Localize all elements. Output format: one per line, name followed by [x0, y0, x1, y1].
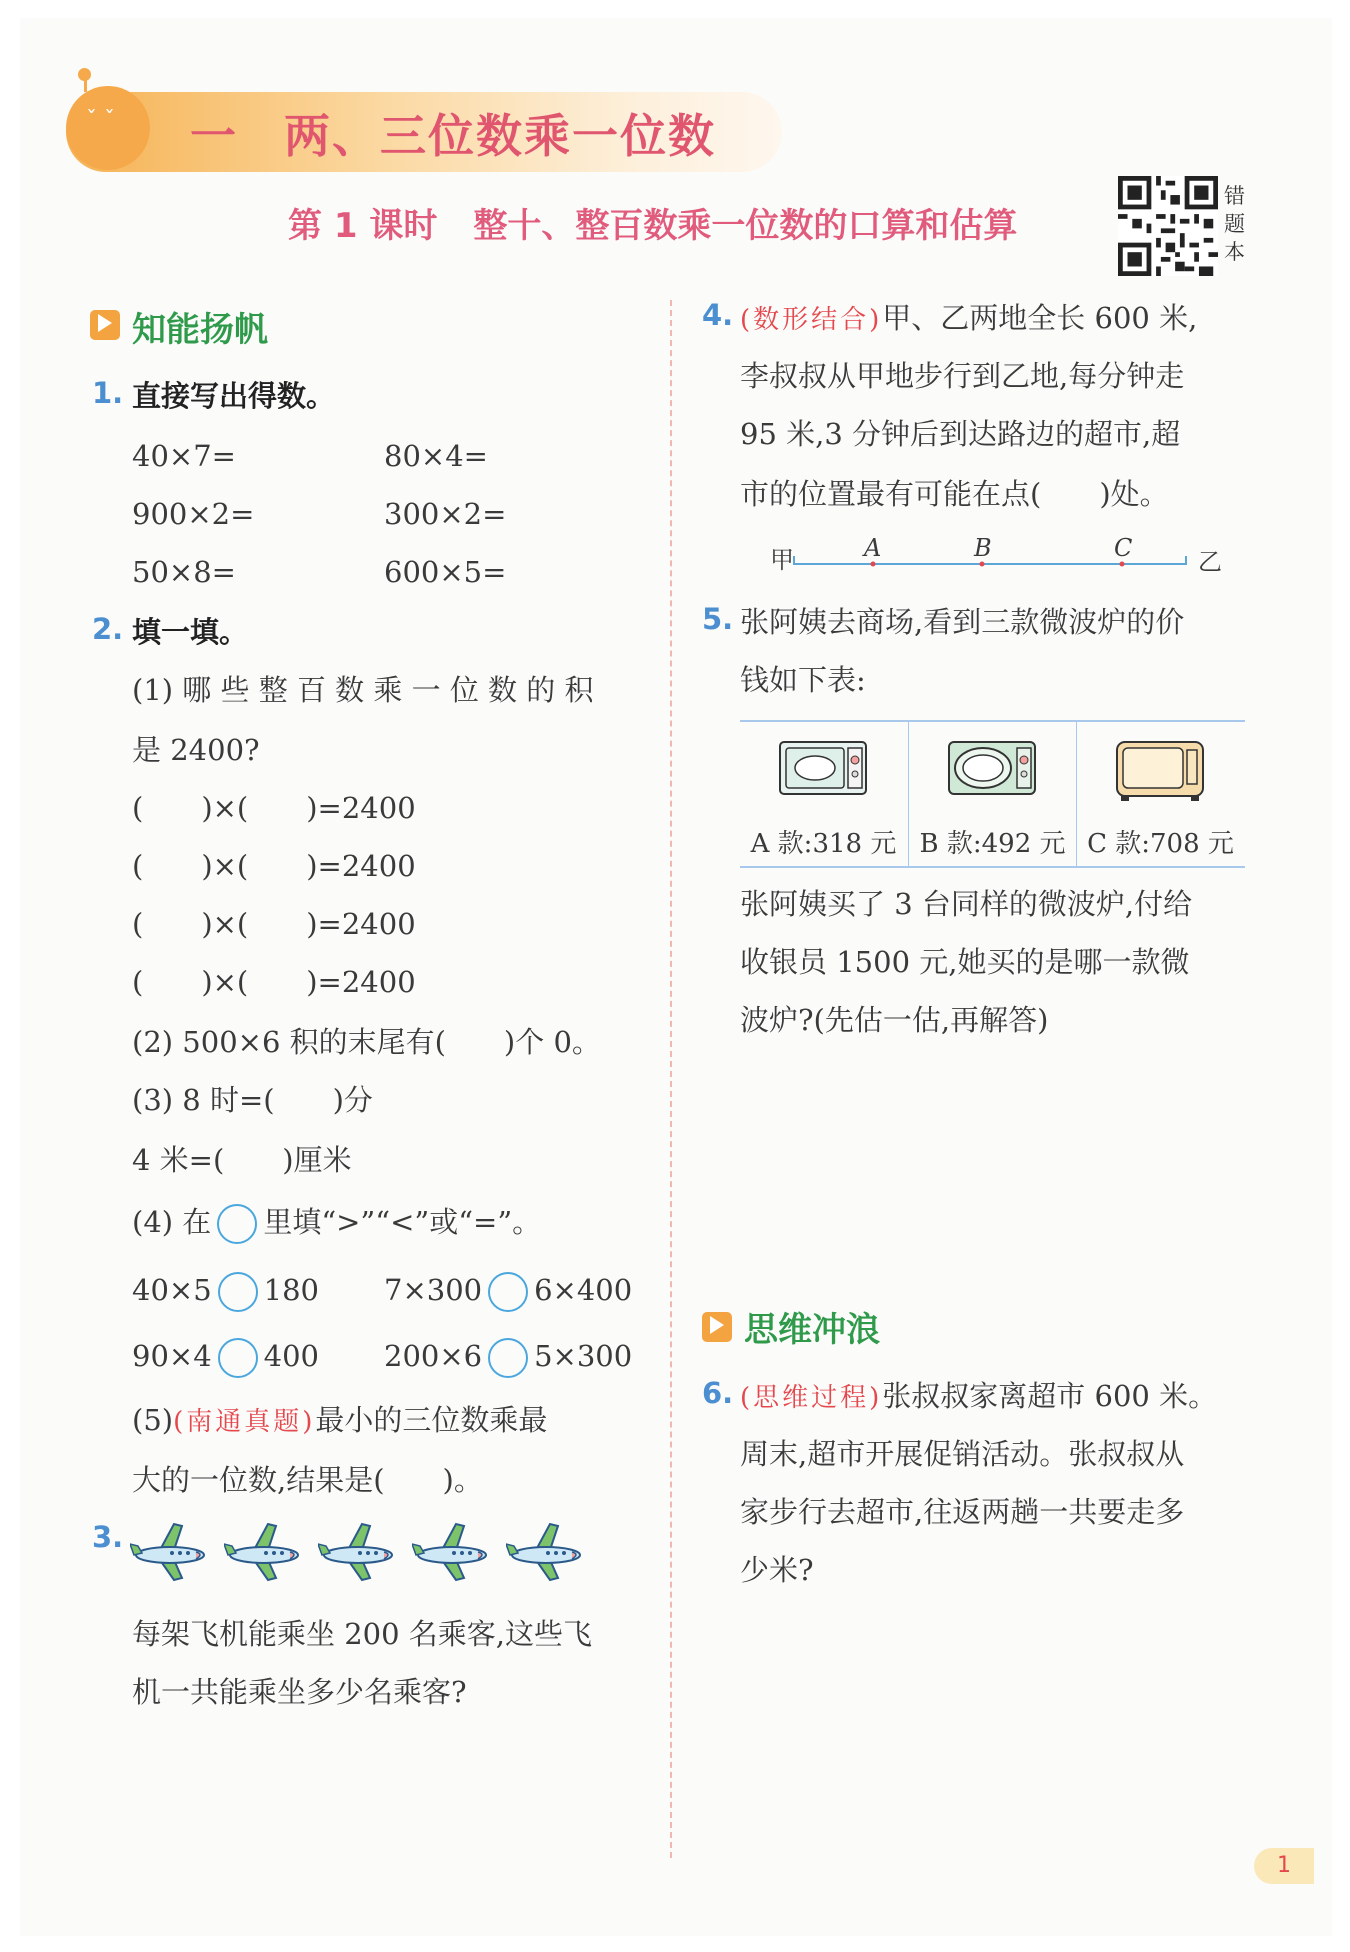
airplane-row	[130, 1520, 590, 1590]
lesson-title-text: 整十、整百数乘一位数的口算和估算	[473, 206, 1018, 246]
question-number-6: 6.	[702, 1376, 734, 1410]
lesson-title	[288, 198, 1017, 247]
airplane-icon	[412, 1520, 492, 1584]
product-label-b: B 款:492 元	[919, 829, 1066, 859]
calc-item: 80×4=	[384, 439, 488, 473]
subquestion-5-line2: 大的一位数,结果是( )。	[132, 1463, 483, 1497]
line-start-label: 甲	[770, 546, 794, 574]
answer-blank-row[interactable]: ( )×( )=2400	[132, 907, 416, 941]
compare-circle-icon	[217, 1204, 257, 1244]
section-title-2: 思维冲浪	[744, 1310, 880, 1350]
subquestion-1-line1: (1) 哪 些 整 百 数 乘 一 位 数 的 积	[132, 673, 594, 707]
source-tag: (南通真题)	[173, 1407, 316, 1437]
compare-left: 40×5	[132, 1273, 212, 1307]
calc-item: 50×8=	[132, 555, 236, 589]
compare-right: 5×300	[534, 1339, 633, 1373]
calc-item: 600×5=	[384, 555, 507, 589]
mascot-face: ˇ ˇ	[86, 108, 115, 133]
question-4-line1	[740, 298, 1197, 340]
qr-code-icon[interactable]	[1118, 176, 1218, 276]
point-label-b: B	[974, 534, 992, 562]
airplane-icon	[224, 1520, 304, 1584]
question-3-line2: 机一共能乘坐多少名乘客?	[132, 1675, 467, 1709]
question-prompt-2: 填一填。	[132, 615, 249, 649]
subquestion-3a: (3) 8 时=( )分	[132, 1083, 373, 1117]
subquestion-5-text: 最小的三位数乘最	[315, 1403, 548, 1437]
question-number-2: 2.	[92, 612, 124, 646]
subquestion-2: (2) 500×6 积的末尾有( )个 0。	[132, 1025, 601, 1059]
line-end-label: 乙	[1198, 548, 1222, 576]
product-cell-b	[908, 722, 1076, 866]
question-number-5: 5.	[702, 602, 734, 636]
microwave-icon	[1115, 736, 1207, 804]
mascot-antenna-dot	[78, 68, 91, 81]
question-5-line2: 钱如下表:	[740, 663, 866, 697]
question-5-line1: 张阿姨去商场,看到三款微波炉的价	[740, 605, 1185, 639]
subquestion-4-before: (4) 在	[132, 1205, 212, 1239]
subquestion-5-line1	[132, 1400, 547, 1442]
column-divider	[670, 300, 672, 1858]
unit-number: 一	[190, 109, 238, 163]
product-cell-c	[1076, 722, 1244, 866]
subquestion-3b: 4 米=( )厘米	[132, 1143, 352, 1177]
question-6-line1	[740, 1376, 1217, 1418]
question-number-4: 4.	[702, 298, 734, 332]
compare-circle-input[interactable]	[218, 1338, 258, 1378]
question-6-line4: 少米?	[740, 1553, 814, 1587]
airplane-icon	[130, 1520, 210, 1584]
question-number-1: 1.	[92, 376, 124, 410]
compare-right: 400	[263, 1339, 320, 1373]
answer-blank-row[interactable]: ( )×( )=2400	[132, 791, 416, 825]
airplane-icon	[318, 1520, 398, 1584]
microwave-icon	[947, 738, 1039, 802]
answer-blank-row[interactable]: ( )×( )=2400	[132, 965, 416, 999]
sail-icon	[90, 310, 120, 340]
compare-item	[384, 1336, 632, 1378]
method-tag: (数形结合)	[740, 305, 883, 335]
question-4-line4: 市的位置最有可能在点( )处。	[740, 477, 1169, 511]
compare-right: 180	[263, 1273, 320, 1307]
wave-icon	[702, 1312, 732, 1342]
compare-circle-input[interactable]	[218, 1272, 258, 1312]
point-label-a: A	[864, 534, 882, 562]
section-title-1: 知能扬帆	[132, 310, 268, 350]
qr-label: 错题本	[1224, 184, 1245, 264]
microwave-icon	[778, 738, 870, 802]
compare-circle-input[interactable]	[488, 1338, 528, 1378]
subquestion-4-after: 里填“>”“<”或“=”。	[263, 1205, 542, 1239]
compare-item	[384, 1270, 632, 1312]
question-4-line3: 95 米,3 分钟后到达路边的超市,超	[740, 417, 1181, 451]
airplane-icon	[506, 1520, 586, 1584]
question-4-text: 甲、乙两地全长 600 米,	[882, 301, 1198, 335]
question-prompt-1: 直接写出得数。	[132, 379, 336, 413]
question-5-line3: 张阿姨买了 3 台同样的微波炉,付给	[740, 887, 1193, 921]
compare-circle-input[interactable]	[488, 1272, 528, 1312]
compare-left: 7×300	[384, 1273, 483, 1307]
compare-right: 6×400	[534, 1273, 633, 1307]
calc-item: 900×2=	[132, 497, 255, 531]
question-4-line2: 李叔叔从甲地步行到乙地,每分钟走	[740, 359, 1185, 393]
lesson-number: 第 1 课时	[288, 206, 438, 246]
product-label-a: A 款:318 元	[750, 829, 897, 859]
unit-title-text: 两、三位数乘一位数	[284, 109, 716, 163]
subquestion-5-prefix: (5)	[132, 1403, 174, 1437]
price-table	[740, 720, 1245, 868]
question-6-line3: 家步行去超市,往返两趟一共要走多	[740, 1495, 1185, 1529]
question-3-line1: 每架飞机能乘坐 200 名乘客,这些飞	[132, 1617, 593, 1651]
question-number-3: 3.	[92, 1520, 124, 1554]
question-5-line4: 收银员 1500 元,她买的是哪一款微	[740, 945, 1190, 979]
question-6-text: 张叔叔家离超市 600 米。	[882, 1379, 1218, 1413]
method-tag: (思维过程)	[740, 1383, 883, 1413]
calc-item: 40×7=	[132, 439, 236, 473]
subquestion-1-line2: 是 2400?	[132, 733, 260, 767]
compare-item	[132, 1270, 319, 1312]
answer-blank-row[interactable]: ( )×( )=2400	[132, 849, 416, 883]
subquestion-4	[132, 1202, 541, 1244]
compare-left: 200×6	[384, 1339, 483, 1373]
page-number: 1	[1254, 1848, 1314, 1884]
product-label-c: C 款:708 元	[1087, 829, 1234, 859]
question-6-line2: 周末,超市开展促销活动。张叔叔从	[740, 1437, 1185, 1471]
compare-item	[132, 1336, 319, 1378]
question-5-line5: 波炉?(先估一估,再解答)	[740, 1003, 1049, 1037]
compare-left: 90×4	[132, 1339, 212, 1373]
calc-item: 300×2=	[384, 497, 507, 531]
product-cell-a	[740, 722, 907, 866]
point-label-c: C	[1114, 534, 1133, 562]
unit-title	[190, 100, 716, 166]
